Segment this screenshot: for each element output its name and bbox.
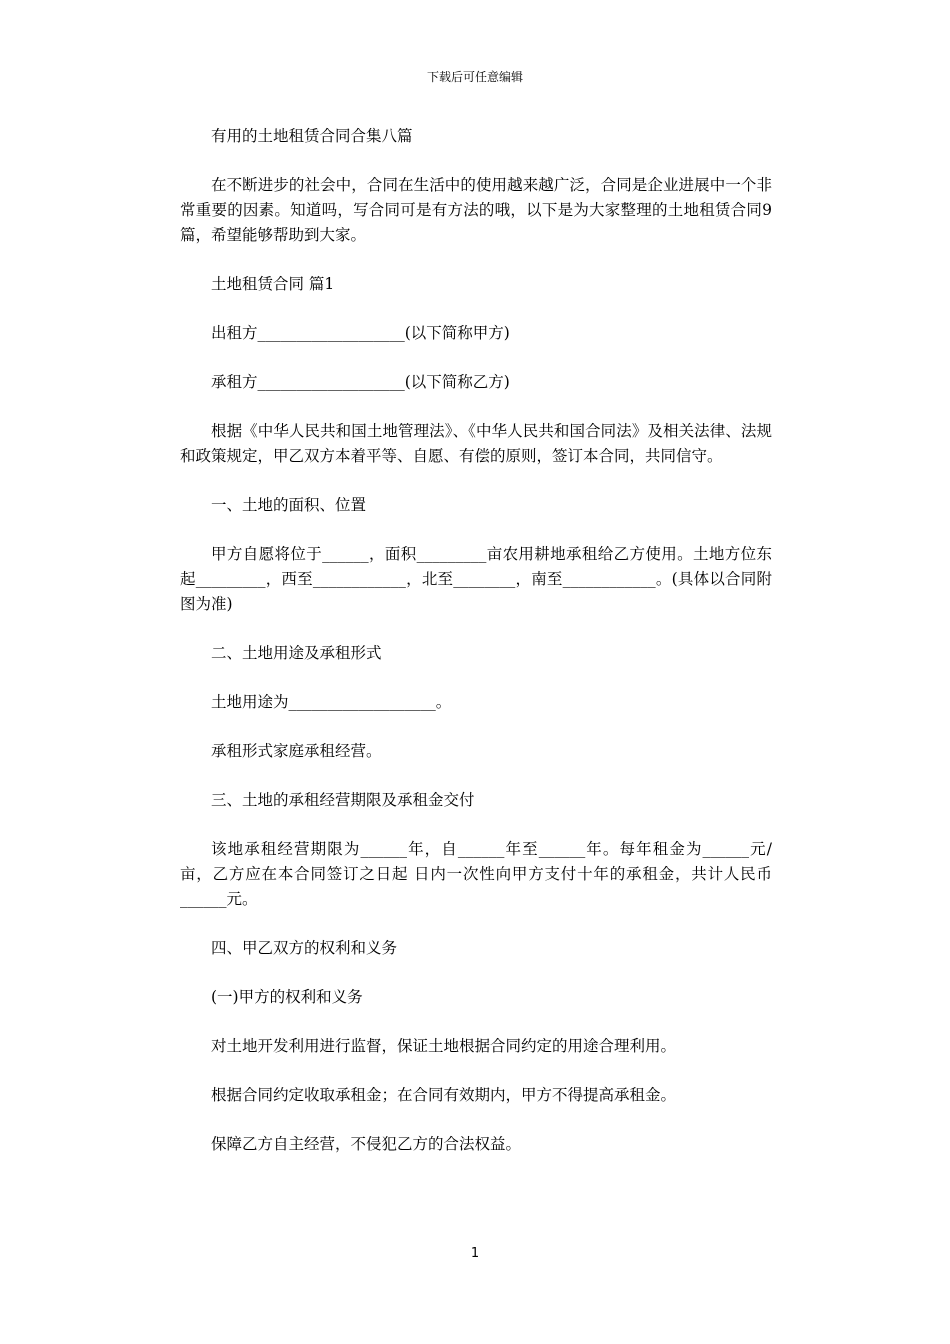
lease-form-line: 承租形式家庭承租经营。 — [211, 742, 382, 760]
section-heading-1: 一、土地的面积、位置 — [211, 496, 367, 514]
legal-basis-paragraph: 根据《中华人民共和国土地管理法》、《中华人民共和国合同法》及相关法律、法规和政策规定，甲乙双方本着平等、自愿、有偿的原则，签订本合同，共同信守。 — [180, 422, 772, 465]
section-heading-4: 四、甲乙双方的权利和义务 — [211, 939, 398, 957]
intro-paragraph: 在不断进步的社会中，合同在生活中的使用越来越广泛，合同是企业进展中一个非常重要的因素。知道吗，写合同可是有方法的哦，以下是为大家整理的土地租赁合同9篇，希望能够帮助到大家。 — [180, 176, 772, 244]
party-a-duty-1: 对土地开发利用进行监督，保证土地根据合同约定的用途合理利用。 — [211, 1037, 677, 1055]
contract-heading: 土地租赁合同 篇1 — [211, 275, 335, 293]
land-location-paragraph: 甲方自愿将位于______，面积_________亩农用耕地承租给乙方使用。土地方位东起_________，西至____________，北至________，南至____________。(具体以合同附图为准) — [180, 545, 772, 613]
party-a-duty-3: 保障乙方自主经营，不侵犯乙方的合法权益。 — [211, 1135, 522, 1153]
land-use-line: 土地用途为___________________。 — [211, 693, 452, 711]
subsection-heading-party-a: (一)甲方的权利和义务 — [211, 988, 363, 1006]
document-title: 有用的土地租赁合同合集八篇 — [211, 127, 413, 145]
page-number: 1 — [470, 1246, 480, 1261]
party-a-duty-2: 根据合同约定收取承租金；在合同有效期内，甲方不得提高承租金。 — [211, 1086, 677, 1104]
lessee-line: 承租方___________________(以下简称乙方) — [211, 373, 510, 391]
document-body — [180, 124, 772, 1181]
section-heading-2: 二、土地用途及承租形式 — [211, 644, 382, 662]
page-header: 下载后可任意编辑 — [426, 70, 523, 84]
lease-term-paragraph: 该地承租经营期限为______年，自______年至______年。每年租金为______元/亩，乙方应在本合同签订之日起 日内一次性向甲方支付十年的承租金，共计人民币______元。 — [180, 840, 772, 908]
section-heading-3: 三、土地的承租经营期限及承租金交付 — [211, 791, 475, 809]
lessor-line: 出租方___________________(以下简称甲方) — [211, 324, 510, 342]
